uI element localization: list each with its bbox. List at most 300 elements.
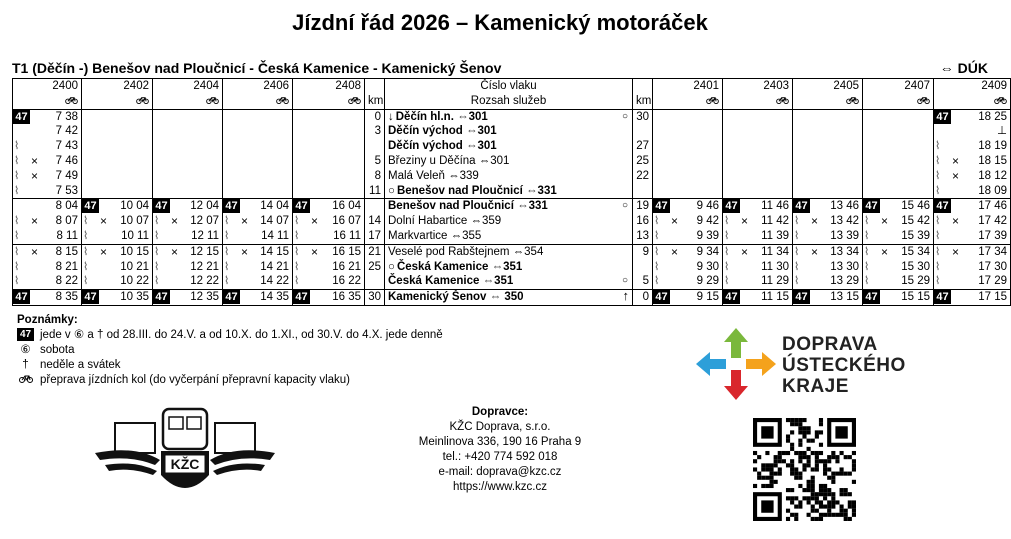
station-name (385, 290, 633, 306)
time-value: 10 11 (121, 229, 149, 242)
station-name (385, 154, 633, 169)
time-cell (153, 214, 223, 229)
qr-code[interactable] (753, 418, 856, 521)
badge-47: 47 (934, 290, 951, 304)
request-stop-icon: × (952, 168, 960, 183)
badge-47: 47 (293, 199, 310, 213)
via-icon: ⌇ (14, 169, 20, 182)
via-icon: ⌇ (935, 275, 941, 288)
time-cell (723, 154, 793, 169)
time-value: 14 15 (260, 245, 289, 258)
table-row (13, 229, 1011, 244)
notes (17, 313, 443, 388)
time-cell (223, 169, 293, 184)
time-cell (723, 214, 793, 229)
via-icon: ⌇ (724, 275, 730, 288)
time-value: 13 34 (830, 245, 859, 258)
time-cell (934, 199, 1011, 214)
table-row (13, 139, 1011, 154)
time-cell (82, 124, 153, 139)
time-value: 9 42 (696, 215, 719, 228)
note-item: přeprava jízdních kol (do vyčerpání přepravní kapacity vlaku) (17, 373, 443, 388)
bicycle-icon (17, 373, 34, 388)
via-icon: ⌇ (14, 260, 20, 273)
via-icon: ⌇ (935, 154, 941, 167)
circle-icon: ○ (388, 260, 395, 273)
table-row (13, 109, 1011, 124)
train-number: 2407 (863, 79, 934, 94)
time-cell (934, 229, 1011, 244)
km-left: 21 (365, 244, 385, 259)
time-cell (153, 169, 223, 184)
time-cell (223, 109, 293, 124)
badge-47: 47 (153, 199, 170, 213)
time-value: 15 42 (901, 215, 930, 228)
time-value: 10 07 (120, 215, 149, 228)
bicycle-icon (793, 94, 863, 109)
km-right: 25 (633, 154, 653, 169)
badge-47: 47 (934, 199, 951, 213)
time-cell (863, 169, 934, 184)
time-cell (223, 139, 293, 154)
badge-47: 47 (13, 110, 30, 124)
time-cell (223, 274, 293, 289)
time-value: 8 15 (55, 245, 78, 258)
time-cell (863, 139, 934, 154)
note-item: 47 jede v ⑥ a † od 28.III. do 24.V. a od 10.X. do 1.XI., od 30.V. do 4.X. jede denně (17, 328, 443, 343)
time-cell (793, 124, 863, 139)
via-icon: ⌇ (154, 229, 160, 242)
time-cell (293, 169, 365, 184)
time-cell (293, 214, 365, 229)
via-icon: ⌇ (864, 275, 870, 288)
time-cell (13, 260, 82, 275)
time-cell (293, 154, 365, 169)
time-cell (863, 214, 934, 229)
time-value: 14 21 (260, 260, 289, 273)
train-number: 2409 (934, 79, 1011, 94)
bicycle-icon (13, 94, 82, 109)
via-icon: ⌇ (935, 169, 941, 182)
badge-47: 47 (17, 328, 34, 341)
time-cell (293, 274, 365, 289)
station-label: Benešov nad Ploučnicí ⇔331 (396, 184, 557, 197)
time-cell (793, 109, 863, 124)
station-name (385, 124, 633, 139)
time-cell (82, 229, 153, 244)
time-cell (934, 109, 1011, 124)
request-stop-icon: × (100, 214, 108, 229)
time-cell (793, 139, 863, 154)
station-name (385, 214, 633, 229)
request-stop-icon: × (881, 244, 889, 259)
km-left: 11 (365, 184, 385, 199)
time-value: 16 35 (332, 291, 361, 304)
request-stop-icon: × (100, 244, 108, 259)
station-label: Veselé pod Rabštejnem ⇔354 (388, 245, 544, 258)
badge-47: 47 (863, 199, 880, 213)
via-icon: ⌇ (294, 275, 300, 288)
time-value: 10 35 (120, 291, 149, 304)
time-cell (934, 169, 1011, 184)
down-arrow-icon: ↓ (388, 110, 394, 123)
time-value: 7 46 (55, 154, 78, 167)
time-cell (293, 139, 365, 154)
time-value: 13 39 (830, 229, 859, 242)
km-left (365, 139, 385, 154)
request-stop-icon: × (952, 153, 960, 168)
station-name (385, 199, 633, 214)
circle-icon: ○ (621, 200, 628, 212)
station-name (385, 109, 633, 124)
badge-47: 47 (723, 290, 740, 304)
time-cell (82, 274, 153, 289)
time-value: 11 29 (761, 275, 789, 288)
time-cell (82, 214, 153, 229)
time-value: 7 49 (55, 169, 78, 182)
time-value: 15 15 (901, 291, 930, 304)
time-cell (863, 290, 934, 306)
via-icon: ⌇ (224, 275, 230, 288)
train-number: 2404 (153, 79, 223, 94)
km-left (365, 199, 385, 214)
km-right (633, 124, 653, 139)
line-name: T1 (Děčín -) Benešov nad Ploučnicí - Česká Kamenice - Kamenický Šenov (12, 60, 502, 76)
badge-47: 47 (82, 290, 99, 304)
via-icon: ⌇ (154, 245, 160, 258)
train-number: 2406 (223, 79, 293, 94)
time-cell (723, 169, 793, 184)
station-name (385, 184, 633, 199)
time-cell (13, 184, 82, 199)
table-row (13, 184, 1011, 199)
time-cell (863, 244, 934, 259)
via-icon: ⌇ (14, 245, 20, 258)
km-right: 13 (633, 229, 653, 244)
bicycle-icon (82, 94, 153, 109)
time-value: 10 04 (120, 200, 149, 213)
time-value: 15 34 (901, 245, 930, 258)
via-icon: ⌇ (724, 260, 730, 273)
request-stop-icon: × (952, 214, 960, 229)
time-cell (13, 199, 82, 214)
train-number: 2402 (82, 79, 153, 94)
time-value: 8 04 (55, 200, 78, 213)
via-icon: ⌇ (294, 215, 300, 228)
time-cell (153, 244, 223, 259)
time-cell (723, 260, 793, 275)
time-cell (653, 154, 723, 169)
badge-47: 47 (293, 290, 310, 304)
time-cell (793, 154, 863, 169)
badge-47: 47 (153, 290, 170, 304)
time-value: 18 12 (978, 169, 1007, 182)
time-cell (293, 229, 365, 244)
time-value: 9 34 (696, 245, 719, 258)
via-icon: ⌇ (654, 245, 660, 258)
time-cell (653, 274, 723, 289)
request-stop-icon: × (741, 244, 749, 259)
km-right: 9 (633, 244, 653, 259)
station-name (385, 169, 633, 184)
time-value: 11 39 (761, 229, 789, 242)
time-cell (82, 199, 153, 214)
time-value: 17 29 (978, 275, 1007, 288)
time-cell (293, 290, 365, 306)
table-row (13, 124, 1011, 139)
km-right (633, 184, 653, 199)
time-value: 12 07 (190, 215, 219, 228)
time-value: 9 39 (696, 229, 719, 242)
train-number: 2405 (793, 79, 863, 94)
operator-website[interactable]: https://www.kzc.cz (453, 481, 547, 493)
via-icon: ⌇ (935, 184, 941, 197)
time-cell (793, 169, 863, 184)
time-cell (13, 169, 82, 184)
bicycle-icon (723, 94, 793, 109)
direction-label: ⇔ DÚK (939, 60, 988, 76)
via-icon: ⌇ (14, 275, 20, 288)
time-value: 9 29 (696, 275, 719, 288)
time-value: 12 35 (190, 291, 219, 304)
km-right: 19 (633, 199, 653, 214)
time-cell (653, 290, 723, 306)
station-name (385, 260, 633, 275)
km-right (633, 260, 653, 275)
time-cell (153, 124, 223, 139)
station-label: Česká Kamenice ⇔351 (388, 275, 514, 288)
time-cell (82, 244, 153, 259)
time-cell (723, 244, 793, 259)
time-value: 8 07 (55, 215, 78, 228)
via-icon: ⌇ (294, 245, 300, 258)
bicycle-icon (293, 94, 365, 109)
time-cell (653, 184, 723, 199)
time-value: 13 30 (830, 260, 859, 273)
time-value: 12 04 (190, 200, 219, 213)
time-cell (653, 214, 723, 229)
operator-email[interactable]: e-mail: doprava@kzc.cz (438, 466, 562, 478)
request-stop-icon: × (241, 214, 249, 229)
header-row-services (13, 94, 1011, 109)
train-number: 2403 (723, 79, 793, 94)
time-value: 12 15 (190, 245, 219, 258)
time-cell (793, 260, 863, 275)
time-cell (863, 199, 934, 214)
time-value: 15 30 (901, 260, 930, 273)
time-value: 16 04 (332, 200, 361, 213)
time-cell (293, 199, 365, 214)
via-icon: ⌇ (864, 215, 870, 228)
time-cell (293, 184, 365, 199)
time-cell (223, 290, 293, 306)
via-icon: ⌇ (14, 154, 20, 167)
time-value: 7 43 (55, 140, 78, 153)
via-icon: ⌇ (654, 275, 660, 288)
time-cell (863, 109, 934, 124)
time-cell (863, 124, 934, 139)
badge-47: 47 (793, 199, 810, 213)
time-value: 16 22 (332, 275, 361, 288)
time-cell (293, 244, 365, 259)
via-icon: ⌇ (794, 275, 800, 288)
request-stop-icon: × (811, 214, 819, 229)
time-value: 14 04 (260, 200, 289, 213)
table-row (13, 154, 1011, 169)
bicycle-icon (153, 94, 223, 109)
time-cell (153, 229, 223, 244)
table-row (13, 274, 1011, 289)
badge-47: 47 (223, 290, 240, 304)
time-cell (934, 244, 1011, 259)
time-cell (153, 109, 223, 124)
time-cell (723, 199, 793, 214)
time-value: 15 29 (901, 275, 930, 288)
time-cell (793, 244, 863, 259)
timetable (12, 78, 1011, 306)
time-value: 16 21 (332, 260, 361, 273)
via-icon: ⌇ (654, 215, 660, 228)
time-value: 10 21 (120, 260, 149, 273)
km-left: 8 (365, 169, 385, 184)
table-row (13, 260, 1011, 275)
time-cell (82, 154, 153, 169)
time-cell (153, 184, 223, 199)
circle-icon: ○ (621, 110, 628, 122)
via-icon: ⌇ (224, 215, 230, 228)
via-icon: ⌇ (724, 215, 730, 228)
via-icon: ⌇ (935, 260, 941, 273)
time-value: 7 38 (55, 110, 78, 123)
notes-heading: Poznámky: (17, 314, 78, 326)
dus-logo: DOPRAVA ÚSTECKÉHO KRAJE (696, 328, 926, 400)
time-cell (153, 139, 223, 154)
station-label: Kamenický Šenov ⇔ 350 (388, 291, 524, 304)
time-value: 11 42 (761, 215, 789, 228)
request-stop-icon: × (241, 244, 249, 259)
bicycle-icon (863, 94, 934, 109)
train-number-label: Číslo vlaku (385, 79, 633, 94)
time-value: 14 07 (260, 215, 289, 228)
time-cell (82, 109, 153, 124)
km-left: 3 (365, 124, 385, 139)
time-value: 8 21 (55, 260, 78, 273)
request-stop-icon: × (811, 244, 819, 259)
time-cell (82, 290, 153, 306)
time-value: 8 11 (56, 229, 78, 242)
time-value: 9 30 (696, 260, 719, 273)
train-number: 2401 (653, 79, 723, 94)
time-cell (723, 139, 793, 154)
time-cell (653, 124, 723, 139)
table-row (13, 169, 1011, 184)
request-stop-icon: × (952, 244, 960, 259)
operator-info: Dopravce: KŽC Doprava, s.r.o. Meinlinova 336, 190 16 Praha 9 tel.: +420 774 592 018 e-mail: doprava@kzc.cz https://www.kzc.cz (400, 405, 600, 495)
time-cell (293, 109, 365, 124)
via-icon: ⌇ (83, 215, 89, 228)
km-left: 25 (365, 260, 385, 275)
time-value: 14 35 (260, 291, 289, 304)
time-value: 11 46 (761, 200, 789, 213)
time-cell (153, 274, 223, 289)
via-icon: ⌇ (935, 229, 941, 242)
line-header (12, 60, 990, 78)
time-cell (863, 260, 934, 275)
time-cell (934, 214, 1011, 229)
time-cell (793, 290, 863, 306)
request-stop-icon: × (671, 214, 679, 229)
request-stop-icon: × (881, 214, 889, 229)
time-cell (223, 260, 293, 275)
via-icon: ⌇ (794, 215, 800, 228)
time-cell (793, 229, 863, 244)
km-left: 14 (365, 214, 385, 229)
dus-arrows-icon (696, 328, 776, 400)
time-cell (223, 199, 293, 214)
station-label: Děčín východ ⇔301 (388, 125, 497, 138)
time-cell (653, 260, 723, 275)
page-title: Jízdní řád 2026 – Kamenický motoráček (292, 10, 708, 35)
badge-47: 47 (653, 199, 670, 213)
time-cell (13, 214, 82, 229)
km-right: 22 (633, 169, 653, 184)
request-stop-icon: × (171, 244, 179, 259)
bicycle-icon (223, 94, 293, 109)
time-cell (653, 139, 723, 154)
via-icon: ⌇ (794, 260, 800, 273)
services-label: Rozsah služeb (385, 94, 633, 109)
station-label: Děčín východ ⇔301 (388, 140, 497, 153)
time-value: 14 11 (261, 229, 289, 242)
time-value: 17 34 (978, 245, 1007, 258)
up-arrow-icon: ↑ (622, 288, 629, 304)
time-cell (293, 260, 365, 275)
via-icon: ⌇ (14, 184, 20, 197)
time-value: 13 46 (830, 200, 859, 213)
km-right: 27 (633, 139, 653, 154)
request-stop-icon: × (31, 153, 39, 168)
request-stop-icon: × (671, 244, 679, 259)
via-icon: ⌇ (83, 229, 89, 242)
time-cell (723, 184, 793, 199)
time-value: 18 09 (978, 184, 1007, 197)
time-cell (223, 214, 293, 229)
time-cell (793, 274, 863, 289)
station-name (385, 274, 633, 289)
header-row-numbers (13, 79, 1011, 94)
time-cell (153, 290, 223, 306)
time-cell (723, 290, 793, 306)
time-value: 11 15 (761, 291, 789, 304)
train-number: 2400 (13, 79, 82, 94)
time-value: 16 07 (332, 215, 361, 228)
time-value: 17 30 (978, 260, 1007, 273)
km-label: km (365, 94, 385, 109)
time-cell (653, 109, 723, 124)
via-icon: ⌇ (224, 245, 230, 258)
via-icon: ⌇ (794, 245, 800, 258)
time-value: 15 46 (901, 200, 930, 213)
table-row (13, 290, 1011, 306)
via-icon: ⌇ (154, 260, 160, 273)
station-label: Březiny u Děčína ⇔301 (388, 154, 510, 167)
station-name (385, 244, 633, 259)
time-value: 7 53 (55, 184, 78, 197)
time-cell (82, 184, 153, 199)
time-cell (793, 184, 863, 199)
time-cell (223, 124, 293, 139)
time-value: 12 22 (190, 275, 219, 288)
